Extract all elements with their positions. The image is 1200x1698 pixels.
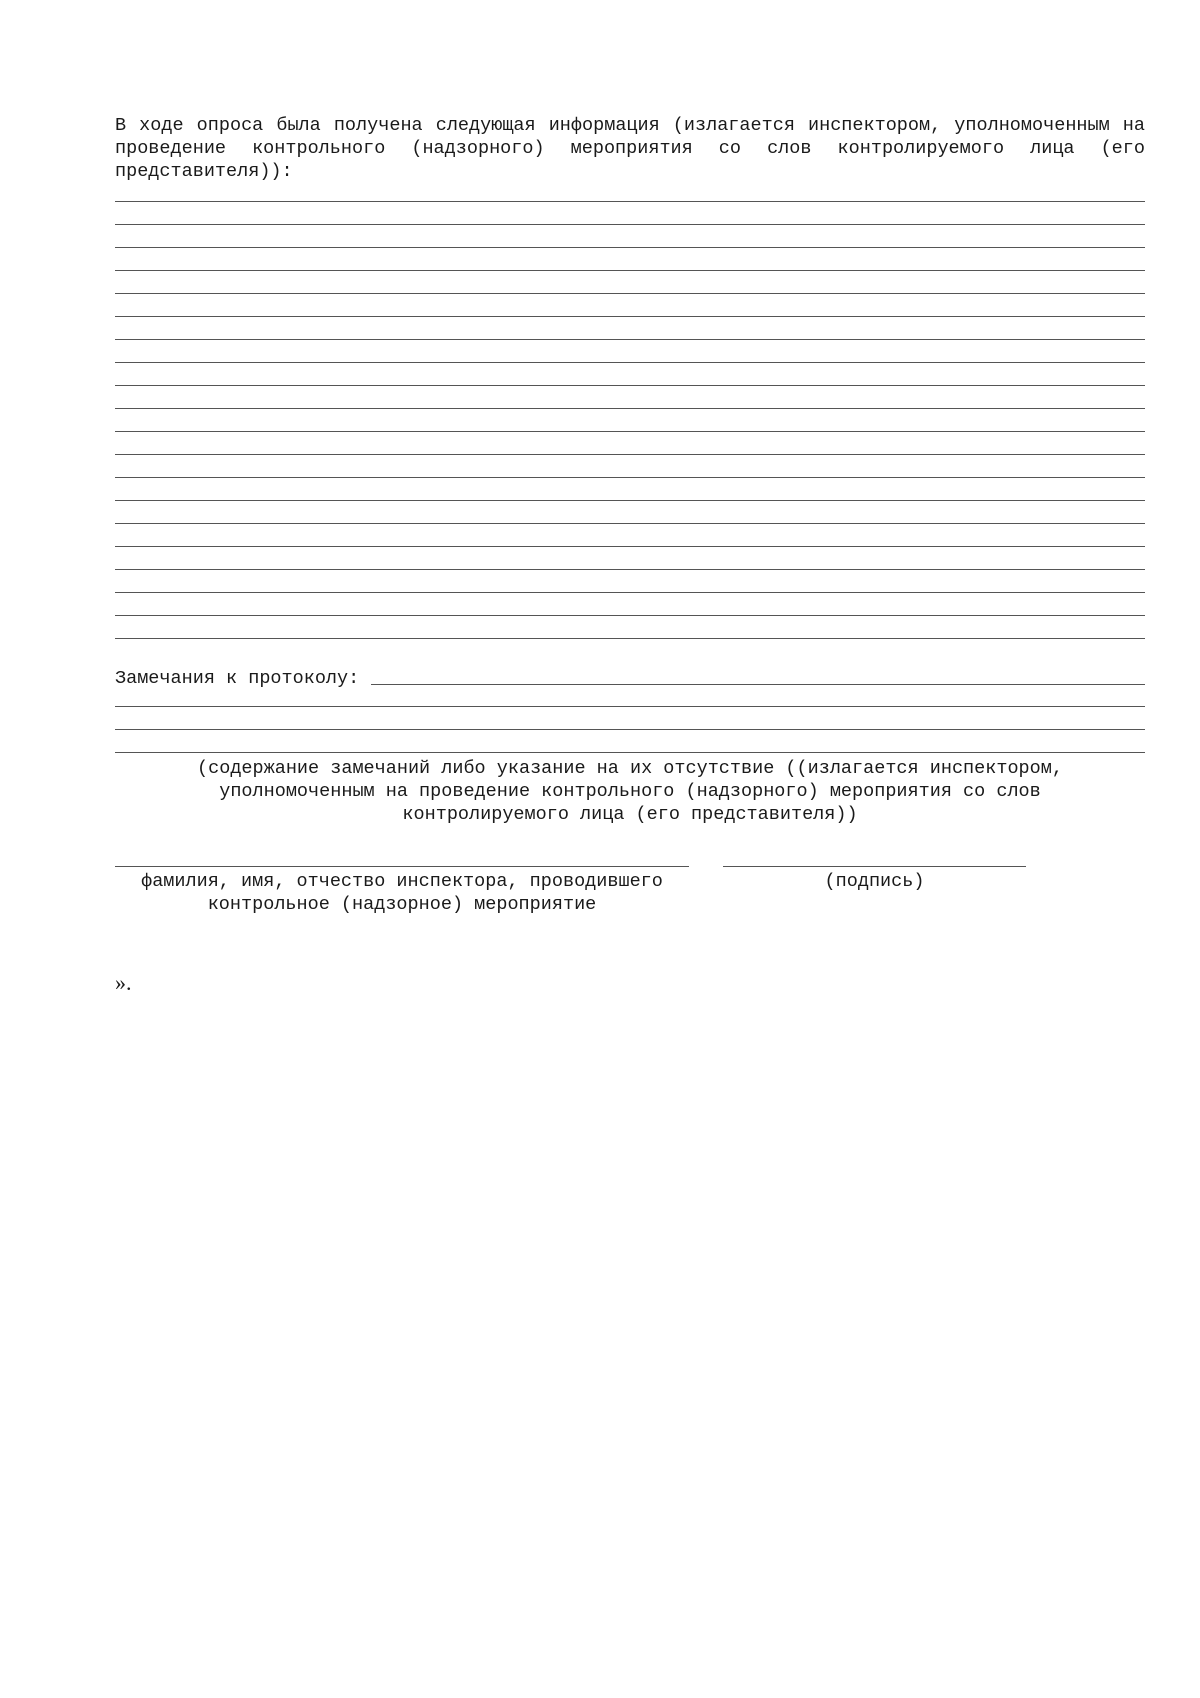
- inspector-name-caption: фамилия, имя, отчество инспектора, проводившего контрольное (надзорное) мероприятие: [141, 871, 663, 915]
- remarks-line: [115, 752, 1145, 753]
- answer-line: [115, 569, 1145, 570]
- closing-quote: ».: [115, 970, 132, 995]
- answer-line: [115, 316, 1145, 317]
- answer-line: [115, 477, 1145, 478]
- answer-line: [115, 615, 1145, 616]
- inspector-name-line: [115, 866, 689, 867]
- answer-line: [115, 431, 1145, 432]
- answer-line: [115, 408, 1145, 409]
- remarks-label: Замечания к протоколу:: [115, 668, 360, 689]
- remarks-line: [371, 684, 1145, 685]
- answer-line: [115, 546, 1145, 547]
- answer-line: [115, 454, 1145, 455]
- answer-line: [115, 362, 1145, 363]
- answer-line: [115, 201, 1145, 202]
- remarks-line: [115, 729, 1145, 730]
- answer-line: [115, 339, 1145, 340]
- signature-caption: (подпись): [824, 871, 925, 892]
- answer-line: [115, 385, 1145, 386]
- answer-line: [115, 500, 1145, 501]
- answer-line: [115, 638, 1145, 639]
- remarks-line: [115, 706, 1145, 707]
- answer-line: [115, 293, 1145, 294]
- signature-line: [723, 866, 1026, 867]
- answer-line: [115, 270, 1145, 271]
- answer-line: [115, 224, 1145, 225]
- answer-line: [115, 247, 1145, 248]
- interview-info-intro: В ходе опроса была получена следующая информация (излагается инспектором, уполномоченным на проведение контрольного (надзорного) мероприятия со слов контролируемого лица (его представителя)):: [115, 115, 1145, 182]
- answer-line: [115, 523, 1145, 524]
- remarks-caption: (содержание замечаний либо указание на их отсутствие ((излагается инспектором, уполномоченным на проведение контрольного (надзорного) мероприятия со слов контролируемого лица (его представителя)): [197, 758, 1063, 825]
- remarks-row: [115, 666, 1145, 692]
- answer-line: [115, 592, 1145, 593]
